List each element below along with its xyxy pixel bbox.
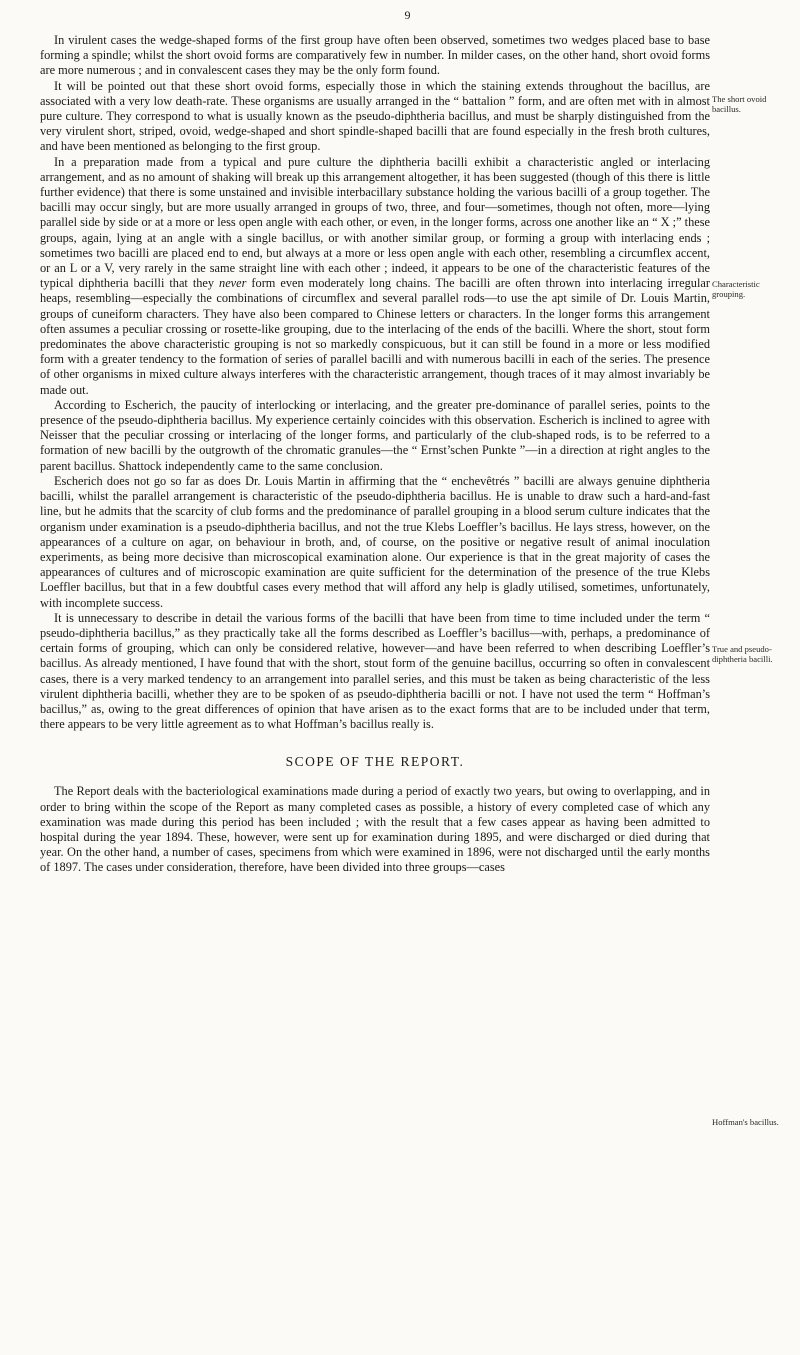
paragraph-short-ovoid: It will be pointed out that these short ovoid forms, especially those in which the staining extends throughout the bacillus, are associated with a very low death-rate. These organisms are usually arranged in the “ battalion ” form, and are often met with in almost pure culture. They correspond to what is usually known as the pseudo-diphtheria bacillus, and must be sharply distinguished from the very virulent short, striped, ovoid, wedge-shaped and short spindle-shaped bacilli that are found especially in the fresh broth cultures, and have been mentioned as belonging to the first group.: [40, 78, 710, 154]
section-heading: SCOPE OF THE REPORT.: [285, 754, 465, 770]
page: [40, 8, 779, 1127]
margin-note-characteristic-grouping: Characteristic grouping.: [712, 279, 760, 299]
page-number: 9: [404, 8, 411, 22]
paragraph-virulent-cases: In virulent cases the wedge-shaped forms of the first group have often been observed, sometimes two wedges placed base to base forming a spindle; whilst the short ovoid forms are comparatively few in number. In milder cases, on the other hand, short ovoid forms are more numerous ; and in convalescent cases they may be the only form found.: [40, 33, 710, 78]
emphasis-never: never: [219, 276, 247, 291]
paragraph-martin: Escherich does not go so far as does Dr. Louis Martin in affirming that the “ enchevêtrés ” bacilli are always genuine diphtheria bacilli, whilst the parallel arrangement is characteristic of the pseudo-diphtheria bacillus. He is unable to draw such a hard-and-fast line, but he admits that the scarcity of club forms and the predominance of parallel grouping in a blood serum culture indicates that the organism under examination is a pseudo-diphtheria bacillus, and not the true Klebs Loeffler’s bacillus. He lays stress, however, on the appearances of a culture on agar, on behaviour in broth, and, of course, on the positive or negative result of animal inoculation experiments, as being more decisive than microscopical examination alone. Our experience is that in the great majority of cases the appearances of cultures and of microscopic examination are quite sufficient for the determination of the presence of the true Klebs Loeffler bacillus, but that in a few doubtful cases every method that will afford any help is gladly utilised, sometimes, unfortunately, with incomplete success.: [40, 473, 710, 610]
paragraph-scope: The Report deals with the bacteriological examinations made during a period of exactly two years, but owing to overlapping, and in order to bring within the scope of the Report as many completed cases as possible, a history of every completed case of which any examination was made during this period has been included ; with the result that a few cases appear as having been admitted to hospital during the year 1894. These, however, were sent up for examination during 1895, and were discharged or died during that year. On the other hand, a number of cases, specimens from which were examined in 1896, were not discharged until the early months of 1897. The cases under consideration, therefore, have been divided into three groups—cases: [40, 784, 710, 875]
margin-note-hoffmans: Hoffman's bacillus.: [712, 1117, 779, 1127]
arrangement-text-b: form even moderately long chains. The bacilli are often thrown into interlacing irregular heaps, resembling—especially the combinations of circumflex and several parallel rods—to use the apt simile of Dr. Louis Martin, groups of cuneiform characters. They have also been compared to Chinese letters or characters. In the longer forms this arrangement often assumes a peculiar crossing or rosette-like grouping, due to the interlacing of the ends of the bacilli. Where the short, stout form predominates the above characteristic grouping is not so markedly conspicuous, but it can still be found in a more or less modified form with a greater tendency to the formation of series of parallel bacilli and with numerous bacilli in each of the series. The presence of other organisms in mixed culture always interferes with the characteristic arrangement, though traces of it may almost invariably be made out.: [40, 276, 710, 397]
margin-note-true-pseudo: True and pseudo-diphtheria bacilli.: [712, 644, 773, 664]
paragraph-pseudo-forms: It is unnecessary to describe in detail the various forms of the bacilli that have been from time to time included under the term “ pseudo-diphtheria bacillus,” as they practically take all the forms described as Loeffler’s bacillus—with, perhaps, a predominance of certain forms of grouping, which can only be considered relative, however—and have been referred to when describing Loeffler’s bacillus. As already mentioned, I have found that with the short, stout form of the genuine bacillus, occurring so often in convalescent cases, there is a very marked tendency to an arrangement into parallel series, and this must be taken as being characteristic of the less virulent diphtheria bacilli, whether they are to be spoken of as pseudo-diphtheria bacilli or not. I have not used the term “ Hoffman’s bacillus,” as, owing to the great differences of opinion that have arisen as to the exact forms that are to be included under that term, there appears to be very little agreement as to what Hoffman’s bacillus really is.: [40, 610, 710, 732]
body-text: [40, 33, 779, 1127]
paragraph-escherich: According to Escherich, the paucity of interlocking or interlacing, and the greater pre-dominance of parallel series, points to the presence of the pseudo-diphtheria bacillus. My experience certainly coincides with this observation. Escherich is inclined to agree with Neisser that the peculiar crossing or interlacing of the longer forms, and particularly of the club-shaped rods, is to be referred to a formation of new bacilli by the outgrowth of the chromatic granules—the “ Ernst’schen Punkte ”—in a direction at right angles to the parent bacillus. Shattock independently came to the same conclusion.: [40, 397, 710, 473]
arrangement-text-a: In a preparation made from a typical and pure culture the diphtheria bacilli exhibit a characteristic angled or interlacing arrangement, and as no amount of shaking will break up this arrangement altogether, it has been suggested (though of this there is little further evidence) that there is some unstained and invisible interbacillary substance holding the various bacilli of a group together. The bacilli may occur singly, but are more usually arranged in groups of two, three, and four—sometimes, though not often, more—lying parallel side by side or at a more or less open angle with each other, or even, in the longer forms, across one another like an “ X ;” these groups, again, lying at an angle with a single bacillus, or with another similar group, or forming a group with interlacing ends ; sometimes two bacilli are placed end to end, but always at a more or less open angle with each other, resembling a circumflex accent, or an L or a V, very rarely in the same straight line with each other ; indeed, it appears to be one of the characteristic features of the typical diphtheria bacilli that they: [40, 154, 710, 291]
margin-note-short-ovoid: The short ovoid bacillus.: [712, 94, 767, 114]
paragraph-arrangement: [40, 155, 710, 398]
